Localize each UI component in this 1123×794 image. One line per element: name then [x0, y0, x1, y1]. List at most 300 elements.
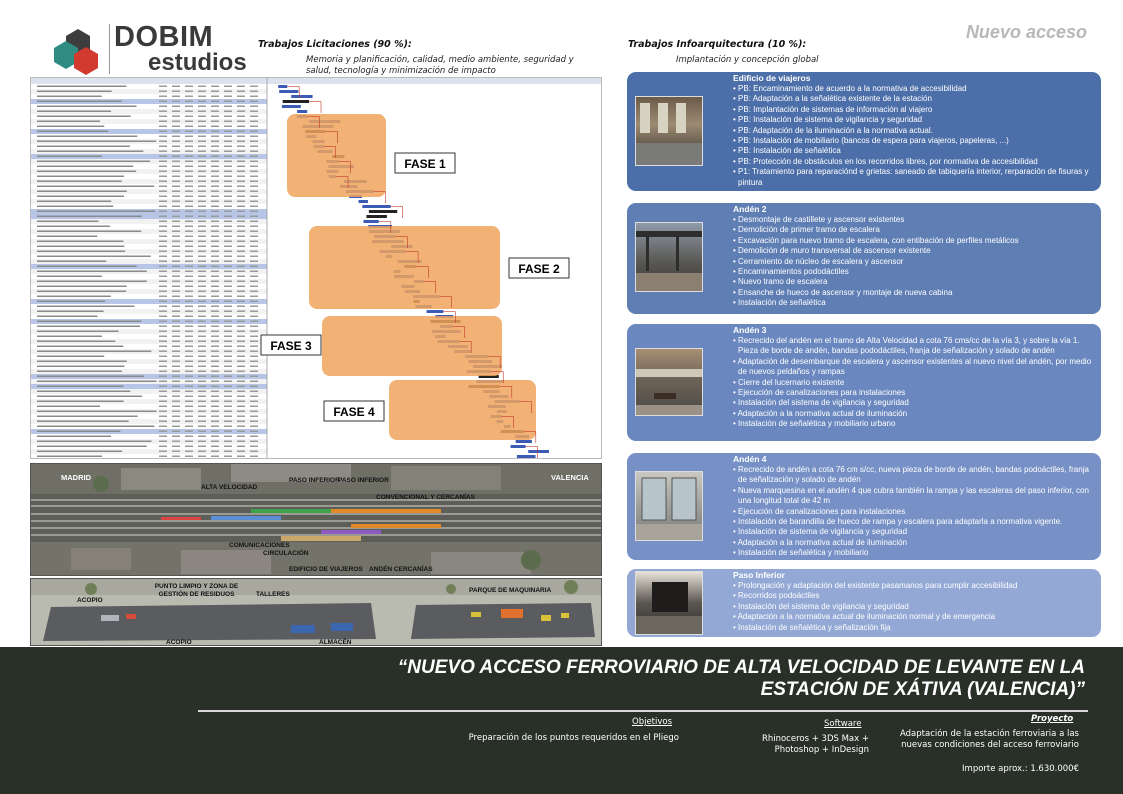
gantt-row-cell — [211, 156, 219, 158]
gantt-row-cell — [250, 336, 258, 338]
corner-title: Nuevo acceso — [965, 22, 1087, 42]
gantt-row-cell — [172, 331, 180, 333]
gantt-row-cell — [211, 386, 219, 388]
gantt-row-cell — [250, 341, 258, 343]
card-item: • PB: Adaptación a la señalética existente de la estación — [733, 94, 932, 104]
card-item: • Instalación del sistema de vigilancia y seguridad — [733, 601, 909, 611]
gantt-row-cell — [198, 366, 206, 368]
gantt-row-cell — [198, 151, 206, 153]
gantt-row-cell — [224, 186, 232, 188]
gantt-row-cell — [224, 361, 232, 363]
gantt-row-text — [37, 251, 125, 253]
gantt-row-cell — [224, 406, 232, 408]
gantt-row-text — [37, 381, 156, 383]
gantt-row-cell — [250, 201, 258, 203]
gantt-row-cell — [185, 291, 193, 293]
gantt-row-cell — [185, 126, 193, 128]
gantt-row-cell — [211, 111, 219, 113]
gantt-row-cell — [159, 396, 167, 398]
gantt-row-text — [37, 366, 125, 368]
gantt-row-cell — [211, 226, 219, 228]
card-title: Andén 3 — [733, 325, 767, 335]
gantt-row-cell — [211, 211, 219, 213]
gantt-row-cell — [211, 126, 219, 128]
plan-label-madrid: MADRID — [61, 473, 91, 482]
gantt-row-cell — [237, 131, 245, 133]
gantt-row-cell — [237, 271, 245, 273]
gantt-row-cell — [250, 366, 258, 368]
gantt-row-cell — [211, 291, 219, 293]
gantt-row-cell — [250, 291, 258, 293]
gantt-row-cell — [250, 101, 258, 103]
gantt-row-cell — [159, 361, 167, 363]
gantt-row-cell — [224, 251, 232, 253]
gantt-row-cell — [198, 391, 206, 393]
gantt-row-cell — [211, 201, 219, 203]
gantt-row-cell — [198, 141, 206, 143]
gantt-row-cell — [172, 146, 180, 148]
gantt-row-cell — [224, 141, 232, 143]
gantt-row-cell — [211, 221, 219, 223]
licitaciones-heading: Trabajos Licitaciones (90 %): — [258, 39, 412, 50]
card-item: • Ensanche de hueco de ascensor y montaje de nueva cabina — [733, 287, 953, 297]
gantt-row-cell — [250, 206, 258, 208]
gantt-row-text — [37, 356, 104, 358]
card-item: • PB: Instalación de señalética — [733, 146, 841, 156]
gantt-row-cell — [250, 191, 258, 193]
gantt-row-cell — [224, 266, 232, 268]
gantt-row-cell — [185, 331, 193, 333]
plan-label-valencia: VALENCIA — [551, 473, 589, 482]
gantt-row-cell — [237, 386, 245, 388]
gantt-row-text — [37, 131, 108, 133]
dobim-logo — [52, 22, 252, 78]
logo-divider — [109, 24, 110, 74]
gantt-row-cell — [250, 306, 258, 308]
gantt-row-cell — [237, 241, 245, 243]
gantt-row-text — [37, 371, 122, 373]
paso-inferior-photo — [635, 571, 703, 635]
gantt-row-cell — [211, 416, 219, 418]
gantt-row-cell — [211, 396, 219, 398]
licitaciones-description: Memoria y planificación, calidad, medio ambiente, seguridad y salud, tecnología y minimización de impacto — [306, 55, 574, 76]
gantt-row-cell — [250, 231, 258, 233]
gantt-row-cell — [198, 411, 206, 413]
gantt-row-cell — [237, 226, 245, 228]
gantt-row-cell — [172, 371, 180, 373]
gantt-row-cell — [211, 346, 219, 348]
card-item: • PB: Encaminamiento de acuerdo a la normativa de accesibilidad — [733, 84, 967, 93]
gantt-row-cell — [185, 176, 193, 178]
gantt-row-cell — [237, 391, 245, 393]
gantt-row-cell — [224, 336, 232, 338]
gantt-chart — [30, 77, 602, 459]
gantt-row-cell — [198, 266, 206, 268]
gantt-row-cell — [198, 186, 206, 188]
gantt-row-cell — [172, 96, 180, 98]
gantt-row-cell — [211, 406, 219, 408]
card-item: • Instalación de señalética — [733, 298, 826, 308]
gantt-row-cell — [211, 236, 219, 238]
gantt-row-cell — [237, 321, 245, 323]
gantt-row-cell — [198, 356, 206, 358]
gantt-row-cell — [172, 311, 180, 313]
gantt-row-text — [37, 401, 124, 403]
gantt-row-text — [37, 281, 147, 283]
card-item: • Cierre del lucernario existente — [733, 377, 845, 387]
gantt-row-cell — [185, 366, 193, 368]
gantt-row-text — [37, 266, 137, 268]
gantt-row-cell — [237, 216, 245, 218]
gantt-row-cell — [185, 296, 193, 298]
gantt-row-cell — [224, 301, 232, 303]
gantt-row-cell — [198, 251, 206, 253]
gantt-row-cell — [159, 296, 167, 298]
card-item: • Nueva marquesina en el andén 4 que cubra también la rampa y las escaleras del paso inferior, con una longitud total de 42 m — [733, 485, 1089, 506]
card-list — [733, 84, 1095, 188]
gantt-row-cell — [185, 196, 193, 198]
gantt-row-cell — [159, 156, 167, 158]
logo-line2: estudios — [148, 49, 247, 76]
gantt-row-cell — [250, 456, 258, 458]
gantt-row-cell — [172, 216, 180, 218]
gantt-row-cell — [172, 256, 180, 258]
gantt-row-cell — [172, 306, 180, 308]
gantt-row-cell — [211, 331, 219, 333]
svg-text:FASE 1: FASE 1 — [404, 157, 446, 171]
card-item: • Nuevo tramo de escalera — [733, 277, 828, 287]
gantt-row-cell — [159, 131, 167, 133]
gantt-row-cell — [185, 421, 193, 423]
plan-label-paso-inferior-1: PASO INFERIOR — [289, 477, 340, 484]
gantt-row-cell — [250, 136, 258, 138]
gantt-row-cell — [159, 271, 167, 273]
gantt-row-cell — [159, 276, 167, 278]
card-item: • Recrecido de andén a cota 76 cm s/cc, nueva pieza de borde de andén, bandas podoáctiles, franja de señalización y solado de andén — [733, 465, 1089, 485]
gantt-row-text — [37, 396, 142, 398]
gantt-row-cell — [250, 196, 258, 198]
gantt-row-cell — [250, 241, 258, 243]
gantt-row-cell — [224, 316, 232, 318]
gantt-row-cell — [172, 221, 180, 223]
gantt-row-cell — [159, 446, 167, 448]
gantt-row-cell — [172, 431, 180, 433]
gantt-row-cell — [211, 121, 219, 123]
site-label-parque-maquinaria: PARQUE DE MAQUINARIA — [469, 587, 552, 594]
gantt-row-cell — [211, 441, 219, 443]
gantt-row-cell — [237, 411, 245, 413]
infoarquitectura-description: Implantación y concepción global — [676, 55, 819, 65]
gantt-row-text — [37, 431, 120, 433]
gantt-row-text — [37, 361, 127, 363]
gantt-row-cell — [185, 211, 193, 213]
gantt-row-cell — [211, 301, 219, 303]
gantt-row-text — [37, 196, 124, 198]
gantt-row-cell — [185, 221, 193, 223]
gantt-row-cell — [185, 96, 193, 98]
gantt-row-cell — [211, 246, 219, 248]
gantt-row-cell — [250, 326, 258, 328]
gantt-row-cell — [237, 261, 245, 263]
gantt-row-cell — [198, 331, 206, 333]
gantt-row-cell — [159, 241, 167, 243]
gantt-row-cell — [237, 456, 245, 458]
gantt-row-cell — [224, 376, 232, 378]
gantt-row-cell — [185, 116, 193, 118]
gantt-row-cell — [198, 201, 206, 203]
gantt-row-cell — [211, 276, 219, 278]
gantt-row-cell — [185, 381, 193, 383]
gantt-row-cell — [237, 361, 245, 363]
gantt-row-cell — [224, 261, 232, 263]
gantt-row-cell — [224, 416, 232, 418]
gantt-row-cell — [250, 406, 258, 408]
gantt-row-cell — [172, 456, 180, 458]
gantt-row-cell — [172, 276, 180, 278]
gantt-row-cell — [198, 456, 206, 458]
gantt-row-cell — [211, 351, 219, 353]
gantt-row-cell — [224, 246, 232, 248]
gantt-row-cell — [224, 431, 232, 433]
gantt-row-cell — [250, 331, 258, 333]
gantt-row-cell — [198, 216, 206, 218]
gantt-row-cell — [172, 151, 180, 153]
gantt-row-cell — [237, 326, 245, 328]
gantt-row-cell — [159, 261, 167, 263]
gantt-row-text — [37, 291, 126, 293]
gantt-row-cell — [159, 246, 167, 248]
gantt-row-cell — [250, 436, 258, 438]
gantt-row-cell — [250, 391, 258, 393]
gantt-row-text — [37, 416, 138, 418]
gantt-row-cell — [159, 116, 167, 118]
importe-text: Importe aprox.: 1.630.000€ — [962, 764, 1079, 774]
gantt-row-cell — [237, 351, 245, 353]
gantt-row-cell — [211, 311, 219, 313]
gantt-row-cell — [172, 446, 180, 448]
gantt-row-cell — [211, 101, 219, 103]
gantt-row-cell — [185, 326, 193, 328]
gantt-row-text — [37, 171, 136, 173]
gantt-row-cell — [172, 211, 180, 213]
gantt-row-cell — [172, 251, 180, 253]
gantt-row-cell — [185, 131, 193, 133]
gantt-row-cell — [198, 426, 206, 428]
gantt-row-cell — [237, 366, 245, 368]
gantt-row-cell — [198, 241, 206, 243]
gantt-row-cell — [172, 411, 180, 413]
gantt-row-cell — [159, 206, 167, 208]
card-title: Paso Inferior — [733, 570, 785, 580]
footer-band — [0, 647, 1123, 794]
gantt-row-cell — [224, 166, 232, 168]
gantt-row-cell — [172, 196, 180, 198]
gantt-row-cell — [211, 96, 219, 98]
card-anden-2 — [627, 203, 1101, 314]
gantt-row-cell — [185, 286, 193, 288]
gantt-row-cell — [198, 211, 206, 213]
gantt-row-cell — [198, 316, 206, 318]
gantt-row-cell — [237, 151, 245, 153]
gantt-row-cell — [250, 266, 258, 268]
gantt-row-cell — [172, 391, 180, 393]
gantt-row-cell — [211, 176, 219, 178]
gantt-row-cell — [198, 176, 206, 178]
gantt-row-cell — [237, 431, 245, 433]
gantt-row-cell — [211, 146, 219, 148]
gantt-row-cell — [172, 186, 180, 188]
gantt-row-cell — [185, 271, 193, 273]
gantt-row-cell — [185, 201, 193, 203]
gantt-row-text — [37, 391, 130, 393]
gantt-row-text — [37, 311, 104, 313]
gantt-row-text — [37, 236, 97, 238]
gantt-row-text — [37, 301, 105, 303]
gantt-row-cell — [237, 426, 245, 428]
gantt-row-cell — [159, 351, 167, 353]
gantt-row-cell — [237, 136, 245, 138]
gantt-row-cell — [159, 436, 167, 438]
gantt-row-cell — [237, 376, 245, 378]
gantt-row-cell — [185, 341, 193, 343]
gantt-row-cell — [237, 231, 245, 233]
gantt-row-cell — [159, 431, 167, 433]
gantt-row-cell — [211, 261, 219, 263]
plan-label-convencional-cercanias: CONVENCIONAL Y CERCANÍAS — [376, 494, 475, 501]
gantt-row-cell — [172, 361, 180, 363]
gantt-row-cell — [237, 156, 245, 158]
gantt-row-cell — [172, 386, 180, 388]
gantt-row-cell — [198, 446, 206, 448]
gantt-row-cell — [237, 181, 245, 183]
svg-text:FASE 2: FASE 2 — [518, 262, 560, 276]
gantt-row-cell — [237, 141, 245, 143]
gantt-row-cell — [211, 426, 219, 428]
gantt-row-cell — [250, 186, 258, 188]
gantt-row-cell — [211, 216, 219, 218]
gantt-row-cell — [172, 321, 180, 323]
gantt-row-cell — [237, 121, 245, 123]
gantt-row-cell — [250, 396, 258, 398]
gantt-row-cell — [185, 356, 193, 358]
gantt-row-cell — [211, 106, 219, 108]
gantt-row-cell — [159, 171, 167, 173]
gantt-row-cell — [250, 376, 258, 378]
software-label: Software — [824, 719, 862, 729]
gantt-row-text — [37, 276, 102, 278]
gantt-row-cell — [159, 251, 167, 253]
gantt-row-cell — [211, 136, 219, 138]
gantt-row-cell — [211, 381, 219, 383]
gantt-row-cell — [198, 221, 206, 223]
gantt-row-cell — [185, 276, 193, 278]
gantt-row-text — [37, 261, 106, 263]
gantt-row-cell — [211, 421, 219, 423]
gantt-row-cell — [250, 421, 258, 423]
gantt-row-cell — [250, 181, 258, 183]
gantt-row-cell — [198, 276, 206, 278]
gantt-row-cell — [224, 401, 232, 403]
gantt-row-cell — [198, 296, 206, 298]
gantt-row-cell — [237, 236, 245, 238]
gantt-row-cell — [185, 311, 193, 313]
gantt-row-cell — [250, 356, 258, 358]
gantt-row-cell — [211, 286, 219, 288]
works-site-render — [30, 578, 602, 646]
gantt-row-cell — [185, 146, 193, 148]
gantt-row-cell — [159, 141, 167, 143]
project-title-line2: ESTACIÓN DE XÁTIVA (VALENCIA)” — [760, 679, 1085, 700]
gantt-row-cell — [237, 91, 245, 93]
gantt-row-cell — [250, 86, 258, 88]
card-item: • Adaptación a la normativa actual de iluminación — [733, 537, 908, 547]
gantt-row-cell — [237, 441, 245, 443]
gantt-row-cell — [185, 336, 193, 338]
gantt-row-cell — [237, 206, 245, 208]
gantt-row-cell — [159, 91, 167, 93]
gantt-row-cell — [198, 371, 206, 373]
gantt-task-bar — [278, 85, 287, 88]
gantt-row-cell — [172, 231, 180, 233]
card-item: • P1: Tratamiento para reparaciónd e grietas: saneado de tabiquería interior, rerparación de fisuras y pintura — [733, 167, 1089, 187]
gantt-row-cell — [211, 231, 219, 233]
gantt-row-cell — [250, 221, 258, 223]
gantt-row-cell — [172, 401, 180, 403]
gantt-row-cell — [172, 346, 180, 348]
gantt-row-cell — [237, 246, 245, 248]
card-item: • Demolición de muro transversal de ascensor existente — [733, 246, 931, 256]
card-list — [733, 336, 1097, 430]
gantt-row-cell — [224, 206, 232, 208]
anden-3-photo — [635, 348, 703, 416]
gantt-row-cell — [237, 421, 245, 423]
gantt-row-cell — [198, 321, 206, 323]
gantt-row-cell — [185, 186, 193, 188]
gantt-row-cell — [224, 211, 232, 213]
gantt-row-cell — [211, 256, 219, 258]
gantt-row-cell — [172, 136, 180, 138]
gantt-row-cell — [185, 91, 193, 93]
gantt-row-cell — [172, 131, 180, 133]
gantt-row-text — [37, 161, 150, 163]
gantt-row-cell — [159, 376, 167, 378]
card-item: • PB: Protección de obstáculos en los recorridos libres, por normativa de accesibilidad — [733, 156, 1038, 166]
gantt-row-cell — [211, 86, 219, 88]
plan-label-edificio-viajeros: EDIFICIO DE VIAJEROS — [289, 566, 363, 573]
gantt-row-cell — [237, 416, 245, 418]
gantt-row-cell — [224, 391, 232, 393]
gantt-row-cell — [211, 431, 219, 433]
gantt-row-cell — [172, 301, 180, 303]
gantt-row-cell — [250, 211, 258, 213]
phase-label-1 — [395, 153, 455, 173]
gantt-row-cell — [224, 86, 232, 88]
svg-text:FASE 3: FASE 3 — [270, 339, 312, 353]
gantt-task-bar — [279, 90, 298, 93]
gantt-row-cell — [172, 166, 180, 168]
gantt-row-cell — [211, 366, 219, 368]
gantt-row-cell — [224, 216, 232, 218]
gantt-row-cell — [224, 181, 232, 183]
gantt-row-cell — [185, 431, 193, 433]
gantt-task-bar — [297, 110, 307, 113]
gantt-row-cell — [185, 396, 193, 398]
gantt-row-cell — [159, 101, 167, 103]
gantt-row-cell — [224, 331, 232, 333]
gantt-row-cell — [224, 351, 232, 353]
gantt-row-cell — [159, 311, 167, 313]
gantt-row-cell — [172, 451, 180, 453]
